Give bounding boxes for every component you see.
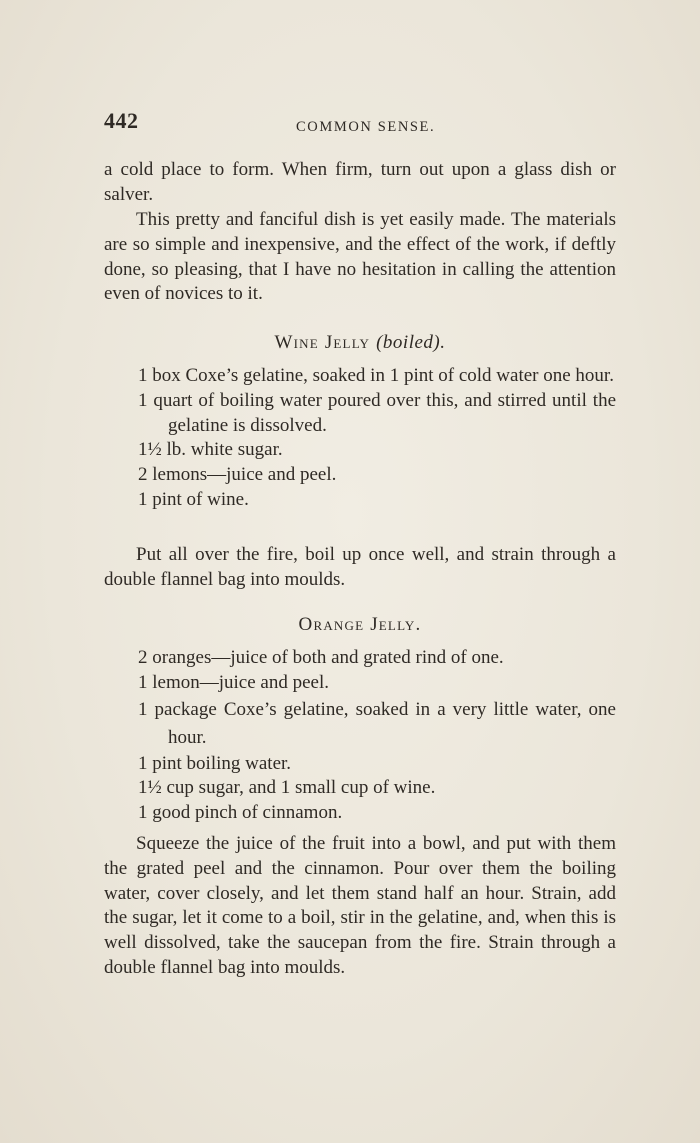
- wine-jelly-subtitle: (boiled).: [376, 332, 446, 353]
- wine-jelly-heading: [104, 332, 616, 354]
- ingredient-item: 1 quart of boiling water poured over this, and stirred until the gelatine is dissolved.: [138, 389, 616, 436]
- orange-jelly-ingredients: [138, 646, 616, 826]
- ingredient-item: 2 lemons—juice and peel.: [138, 464, 337, 486]
- ingredient-item: 1 pint of wine.: [138, 488, 249, 510]
- intro-paragraph: This pretty and fanciful dish is yet easily made. The materials are so simple and inexpensive, and the effect of the work, if deftly done, so pleasing, that I have no hesitation in calling the attention even of novices to it.: [104, 209, 616, 305]
- ingredient-item: 1 pint boiling water.: [138, 752, 292, 774]
- wine-jelly-directions: Put all over the fire, boil up once well, and strain through a double flannel bag into moulds.: [104, 544, 616, 590]
- page-header: [104, 108, 624, 138]
- page-number: 442: [104, 108, 139, 133]
- ingredient-item: 1 good pinch of cinnamon.: [138, 802, 343, 824]
- ingredient-item: 2 oranges—juice of both and grated rind of one.: [138, 647, 504, 668]
- continued-paragraph: a cold place to form. When firm, turn out upon a glass dish or salver.: [104, 159, 616, 205]
- ingredient-item: 1½ cup sugar, and 1 small cup of wine.: [138, 777, 436, 799]
- running-head: COMMON SENSE.: [296, 119, 436, 135]
- ingredient-item: 1 box Coxe’s gelatine, soaked in 1 pint of cold water one hour.: [138, 365, 614, 386]
- orange-jelly-heading: Orange Jelly.: [298, 614, 422, 635]
- ingredient-item: 1 lemon—juice and peel.: [138, 671, 329, 693]
- wine-jelly-ingredients: [138, 364, 616, 513]
- ingredient-item: 1½ lb. white sugar.: [138, 439, 283, 461]
- orange-jelly-directions: Squeeze the juice of the fruit into a bowl, and put with them the grated peel and the cinnamon. Pour over them the boiling water, cover closely, and let them stand half an hour. Strain, add the sugar, let it come to a boil, stir in the gelatine, and, when this is well dissolved, take the saucepan from the fire. Strain through a double flannel bag into moulds.: [104, 833, 616, 978]
- wine-jelly-title: Wine Jelly: [274, 332, 371, 353]
- ingredient-item: 1 package Coxe’s gelatine, soaked in a very little water, one hour.: [138, 698, 616, 748]
